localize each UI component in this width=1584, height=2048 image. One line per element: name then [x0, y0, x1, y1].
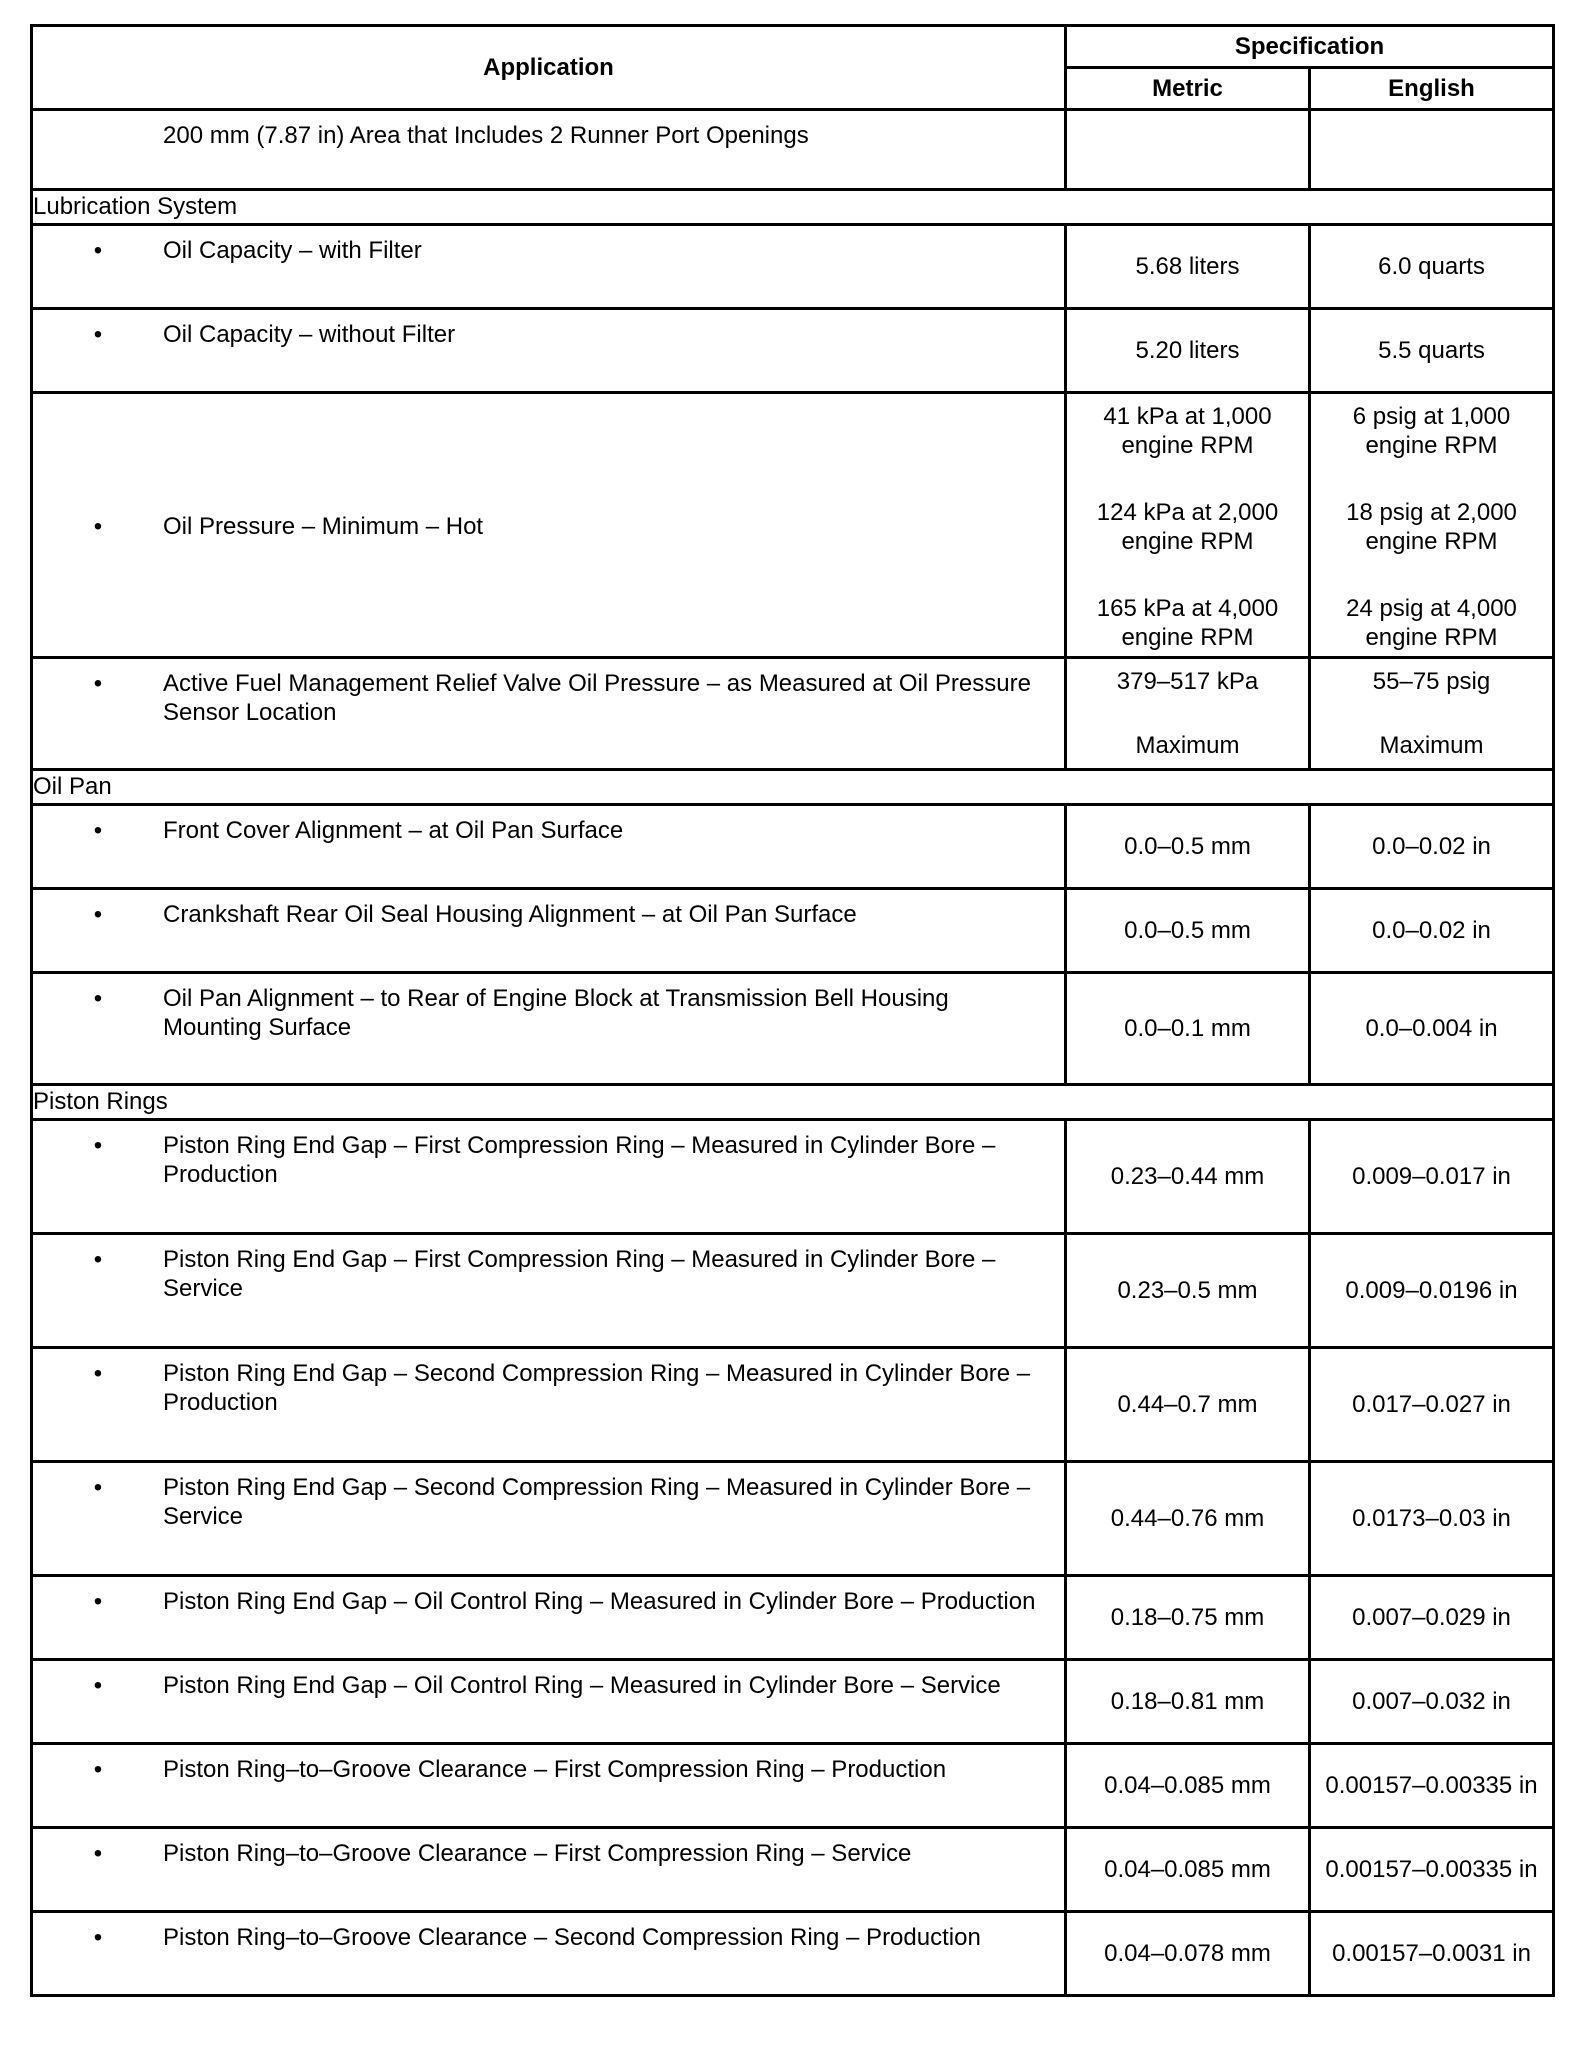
english-cell: 0.007–0.029 in [1310, 1576, 1554, 1660]
section-title: Piston Rings [32, 1085, 1554, 1120]
table-row [32, 1912, 1554, 1996]
metric-note: Maximum [1135, 732, 1240, 759]
application-cell [32, 805, 1066, 889]
bullet-icon: • [93, 901, 103, 928]
application-cell [32, 110, 1066, 190]
table-row [32, 1744, 1554, 1828]
application-text: Piston Ring–to–Groove Clearance – First Compression Ring – Service [163, 1840, 912, 1867]
application-text: Piston Ring End Gap – First Compression Ring – Measured in Cylinder Bore – Production [163, 1132, 996, 1188]
metric-cell [1066, 658, 1310, 770]
metric-line: 165 kPa at 4,000 [1096, 595, 1279, 622]
application-text: Piston Ring End Gap – First Compression Ring – Measured in Cylinder Bore – Service [163, 1246, 996, 1302]
application-text: Piston Ring–to–Groove Clearance – Second Compression Ring – Production [163, 1924, 981, 1951]
table-row [32, 1660, 1554, 1744]
metric-value: 379–517 kPa [1116, 668, 1259, 695]
section-row [32, 190, 1554, 225]
metric-cell [1066, 393, 1310, 658]
metric-cell: 0.0–0.5 mm [1066, 889, 1310, 973]
english-cell: 0.00157–0.00335 in [1310, 1828, 1554, 1912]
section-title: Lubrication System [32, 190, 1554, 225]
bullet-icon: • [93, 817, 103, 844]
metric-cell: 0.44–0.7 mm [1066, 1348, 1310, 1462]
metric-cell: 0.23–0.5 mm [1066, 1234, 1310, 1348]
application-text: Oil Pressure – Minimum – Hot [163, 512, 484, 540]
bullet-icon: • [93, 1840, 103, 1867]
application-cell [32, 1912, 1066, 1996]
application-cell [32, 1120, 1066, 1234]
english-line: engine RPM [1365, 624, 1498, 651]
english-cell: 5.5 quarts [1310, 309, 1554, 393]
bullet-icon: • [93, 321, 103, 348]
metric-cell: 0.0–0.1 mm [1066, 973, 1310, 1085]
application-cell [32, 1576, 1066, 1660]
english-line: 24 psig at 4,000 [1346, 595, 1517, 622]
english-cell: 0.009–0.017 in [1310, 1120, 1554, 1234]
english-cell: 0.0–0.02 in [1310, 889, 1554, 973]
metric-cell: 0.04–0.078 mm [1066, 1912, 1310, 1996]
table-row [32, 1120, 1554, 1234]
table-row [32, 658, 1554, 770]
application-cell [32, 225, 1066, 309]
bullet-icon: • [93, 1360, 103, 1387]
english-cell [1310, 658, 1554, 770]
english-cell: 0.0–0.02 in [1310, 805, 1554, 889]
application-text: Piston Ring–to–Groove Clearance – First Compression Ring – Production [163, 1756, 947, 1783]
english-value: 55–75 psig [1372, 668, 1491, 695]
english-line: engine RPM [1365, 528, 1498, 555]
english-cell [1310, 110, 1554, 190]
continuation-row [32, 110, 1554, 190]
bullet-icon: • [93, 1924, 103, 1951]
english-cell: 0.0173–0.03 in [1310, 1462, 1554, 1576]
application-text: Crankshaft Rear Oil Seal Housing Alignment – at Oil Pan Surface [163, 901, 857, 928]
table-row [32, 805, 1554, 889]
table-body [32, 26, 1554, 1996]
metric-line: engine RPM [1121, 528, 1254, 555]
metric-cell: 0.0–0.5 mm [1066, 805, 1310, 889]
english-cell: 0.009–0.0196 in [1310, 1234, 1554, 1348]
header-row [32, 26, 1554, 68]
metric-cell [1066, 110, 1310, 190]
table-row [32, 1234, 1554, 1348]
table-row [32, 1576, 1554, 1660]
english-header: English [1310, 68, 1554, 110]
bullet-icon: • [93, 670, 103, 697]
table-row [32, 1348, 1554, 1462]
bullet-icon: • [93, 1474, 103, 1501]
english-cell: 6.0 quarts [1310, 225, 1554, 309]
continuation-text: 200 mm (7.87 in) Area that Includes 2 Runner Port Openings [163, 122, 809, 149]
metric-cell: 0.04–0.085 mm [1066, 1744, 1310, 1828]
metric-line: 41 kPa at 1,000 [1103, 403, 1272, 430]
section-row [32, 1085, 1554, 1120]
english-cell: 0.00157–0.00335 in [1310, 1744, 1554, 1828]
metric-cell: 5.20 liters [1066, 309, 1310, 393]
application-cell [32, 1462, 1066, 1576]
application-text: Oil Capacity – with Filter [163, 237, 422, 264]
application-cell [32, 1828, 1066, 1912]
application-cell [32, 309, 1066, 393]
bullet-icon: • [93, 512, 103, 540]
bullet-icon: • [93, 1672, 103, 1699]
application-text: Piston Ring End Gap – Second Compression Ring – Measured in Cylinder Bore – Production [163, 1360, 1031, 1416]
english-line: 6 psig at 1,000 [1352, 403, 1511, 430]
application-cell [32, 658, 1066, 770]
metric-cell: 5.68 liters [1066, 225, 1310, 309]
application-cell [32, 889, 1066, 973]
section-title: Oil Pan [32, 770, 1554, 805]
bullet-icon: • [93, 1132, 103, 1159]
application-cell [32, 1744, 1066, 1828]
application-cell [32, 1660, 1066, 1744]
application-cell [32, 1234, 1066, 1348]
application-header: Application [32, 26, 1066, 110]
table-row [32, 393, 1554, 658]
section-row [32, 770, 1554, 805]
bullet-icon: • [93, 1756, 103, 1783]
english-cell: 0.0–0.004 in [1310, 973, 1554, 1085]
metric-cell: 0.44–0.76 mm [1066, 1462, 1310, 1576]
table-row [32, 309, 1554, 393]
table-row [32, 1828, 1554, 1912]
table-row [32, 889, 1554, 973]
metric-cell: 0.18–0.81 mm [1066, 1660, 1310, 1744]
english-cell: 0.00157–0.0031 in [1310, 1912, 1554, 1996]
bullet-icon: • [93, 1588, 103, 1615]
english-cell [1310, 393, 1554, 658]
metric-line: 124 kPa at 2,000 [1096, 499, 1279, 526]
application-cell [32, 1348, 1066, 1462]
table-row [32, 973, 1554, 1085]
metric-cell: 0.23–0.44 mm [1066, 1120, 1310, 1234]
application-text: Oil Pan Alignment – to Rear of Engine Block at Transmission Bell Housing Mounting Surface [163, 985, 949, 1041]
metric-cell: 0.18–0.75 mm [1066, 1576, 1310, 1660]
english-note: Maximum [1379, 732, 1484, 759]
application-text: Oil Capacity – without Filter [163, 321, 456, 348]
application-text: Active Fuel Management Relief Valve Oil Pressure – as Measured at Oil Pressure Sensor Location [163, 670, 1031, 726]
bullet-icon: • [93, 985, 103, 1012]
table-row [32, 1462, 1554, 1576]
application-cell [32, 393, 1066, 658]
specification-header: Specification [1066, 26, 1554, 68]
english-line: 18 psig at 2,000 [1346, 499, 1517, 526]
specification-table [30, 24, 1555, 1997]
metric-cell: 0.04–0.085 mm [1066, 1828, 1310, 1912]
metric-line: engine RPM [1121, 624, 1254, 651]
english-cell: 0.017–0.027 in [1310, 1348, 1554, 1462]
table-row [32, 225, 1554, 309]
bullet-icon: • [93, 237, 103, 264]
application-text: Front Cover Alignment – at Oil Pan Surface [163, 817, 624, 844]
metric-line: engine RPM [1121, 432, 1254, 459]
application-text: Piston Ring End Gap – Oil Control Ring – Measured in Cylinder Bore – Service [163, 1672, 1001, 1699]
metric-header: Metric [1066, 68, 1310, 110]
application-cell [32, 973, 1066, 1085]
application-text: Piston Ring End Gap – Oil Control Ring – Measured in Cylinder Bore – Production [163, 1588, 1036, 1615]
application-text: Piston Ring End Gap – Second Compression Ring – Measured in Cylinder Bore – Service [163, 1474, 1031, 1530]
bullet-icon: • [93, 1246, 103, 1273]
english-cell: 0.007–0.032 in [1310, 1660, 1554, 1744]
english-line: engine RPM [1365, 432, 1498, 459]
